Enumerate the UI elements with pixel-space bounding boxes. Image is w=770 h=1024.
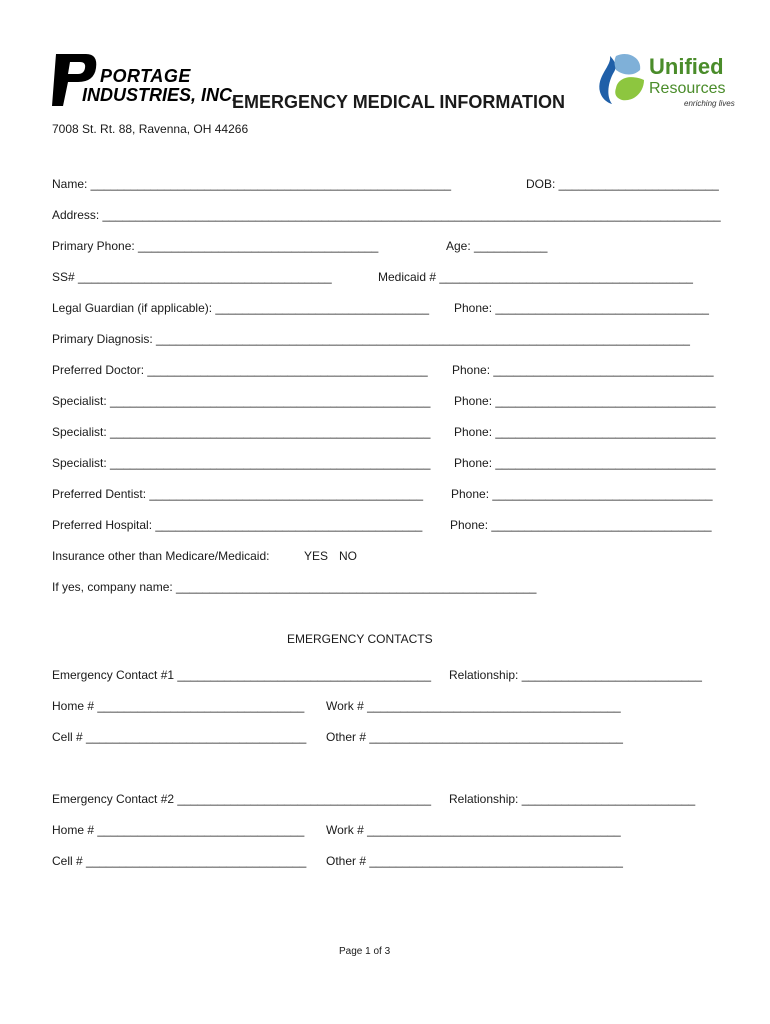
emergency-contacts-heading: EMERGENCY CONTACTS — [287, 632, 433, 646]
brand-unified: Unified — [649, 54, 724, 79]
specialist-2-phone-field[interactable]: Phone: _________________________________ — [454, 425, 716, 439]
dob-field[interactable]: DOB: ________________________ — [526, 177, 719, 191]
primary-diagnosis-field[interactable]: Primary Diagnosis: ________________________________________________________________________________ — [52, 332, 690, 346]
cell-1-field[interactable]: Cell # _________________________________ — [52, 730, 307, 744]
specialist-3-field[interactable]: Specialist: ________________________________________________ — [52, 456, 431, 470]
preferred-hospital-field[interactable]: Preferred Hospital: ________________________________________ — [52, 518, 423, 532]
age-field[interactable]: Age: ___________ — [446, 239, 548, 253]
preferred-dentist-phone-field[interactable]: Phone: _________________________________ — [451, 487, 713, 501]
relationship-2-field[interactable]: Relationship: __________________________ — [449, 792, 696, 806]
legal-guardian-phone-field[interactable]: Phone: ________________________________ — [454, 301, 709, 315]
cell-2-field[interactable]: Cell # _________________________________ — [52, 854, 307, 868]
work-2-field[interactable]: Work # ______________________________________ — [326, 823, 621, 837]
home-1-field[interactable]: Home # _______________________________ — [52, 699, 305, 713]
portage-logo — [52, 52, 242, 108]
emergency-contact-2-field[interactable]: Emergency Contact #2 ______________________________________ — [52, 792, 432, 806]
emergency-contact-1-field[interactable]: Emergency Contact #1 ______________________________________ — [52, 668, 432, 682]
other-2-field[interactable]: Other # ______________________________________ — [326, 854, 623, 868]
portage-logo-line2: INDUSTRIES, INC. — [82, 85, 238, 105]
primary-phone-field[interactable]: Primary Phone: ____________________________________ — [52, 239, 379, 253]
unified-resources-logo — [594, 52, 734, 112]
home-2-field[interactable]: Home # _______________________________ — [52, 823, 305, 837]
brand-tagline: enriching lives — [684, 99, 735, 108]
ss-field[interactable]: SS# ______________________________________ — [52, 270, 332, 284]
portage-logo-line1: PORTAGE — [100, 66, 191, 86]
specialist-1-phone-field[interactable]: Phone: _________________________________ — [454, 394, 716, 408]
specialist-1-field[interactable]: Specialist: ________________________________________________ — [52, 394, 431, 408]
other-1-field[interactable]: Other # ______________________________________ — [326, 730, 623, 744]
insurance-no-option[interactable]: NO — [339, 549, 357, 563]
preferred-doctor-field[interactable]: Preferred Doctor: __________________________________________ — [52, 363, 428, 377]
preferred-dentist-field[interactable]: Preferred Dentist: _________________________________________ — [52, 487, 423, 501]
legal-guardian-field[interactable]: Legal Guardian (if applicable): ________________________________ — [52, 301, 429, 315]
page-number: Page 1 of 3 — [339, 946, 391, 957]
work-1-field[interactable]: Work # ______________________________________ — [326, 699, 621, 713]
insurance-company-field[interactable]: If yes, company name: ______________________________________________________ — [52, 580, 537, 594]
name-field[interactable]: Name: ______________________________________________________ — [52, 177, 452, 191]
page-title: EMERGENCY MEDICAL INFORMATION — [232, 92, 566, 112]
brand-resources: Resources — [649, 80, 726, 97]
medicaid-field[interactable]: Medicaid # ______________________________________ — [378, 270, 693, 284]
preferred-hospital-phone-field[interactable]: Phone: _________________________________ — [450, 518, 712, 532]
water-drops-icon — [594, 52, 650, 108]
address-field[interactable]: Address: _____________________________________________________________________________________________ — [52, 208, 721, 222]
preferred-doctor-phone-field[interactable]: Phone: _________________________________ — [452, 363, 714, 377]
specialist-3-phone-field[interactable]: Phone: _________________________________ — [454, 456, 716, 470]
company-address: 7008 St. Rt. 88, Ravenna, OH 44266 — [52, 122, 249, 136]
relationship-1-field[interactable]: Relationship: ___________________________ — [449, 668, 702, 682]
insurance-yes-option[interactable]: YES — [304, 549, 329, 563]
specialist-2-field[interactable]: Specialist: ________________________________________________ — [52, 425, 431, 439]
insurance-question: Insurance other than Medicare/Medicaid: — [52, 549, 270, 563]
